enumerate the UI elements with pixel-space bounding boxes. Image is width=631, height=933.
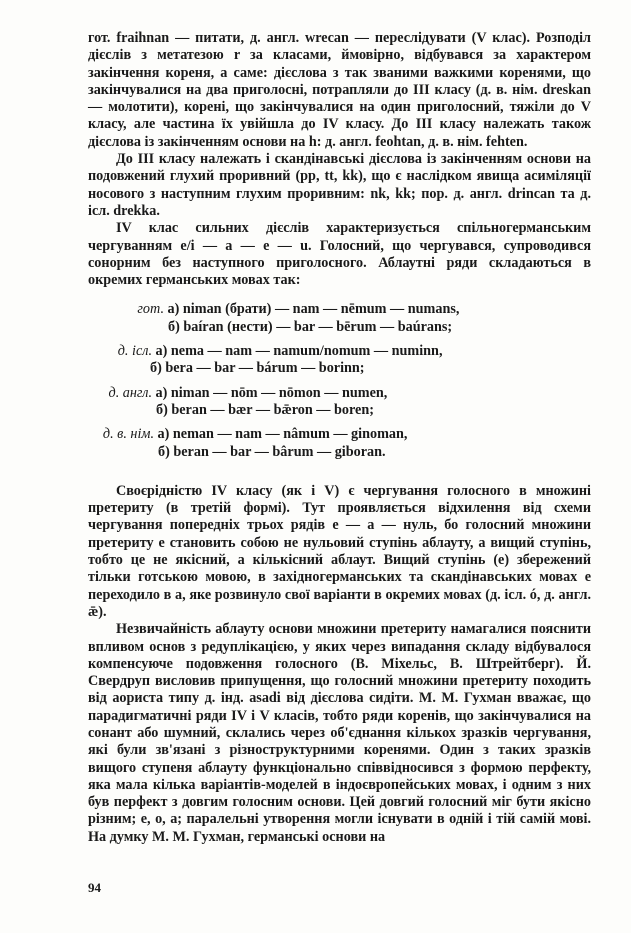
example-line: б) beran — bær — bǣron — boren; (156, 401, 374, 418)
paragraph-2: До III класу належать і скандінавські дієслова із закінченням основи на подовжений глухий проривний (pp, tt, kk), що є наслідком явища асиміляції носового з наступним глухим проривним: nk, kk; пор. д. англ. drincan та д. ісл. drekka. (88, 151, 591, 219)
example-lang: гот. (137, 301, 164, 318)
example-old-high-german (88, 426, 591, 461)
paragraph-3: IV клас сильних дієслів характеризується спільногерманським чергуванням e/i — a — e — u. Голосний, що чергувався, супроводився сонорним без наступного приголосного. Аблаутні ряди складаються в окремих германських мовах так: (88, 220, 591, 289)
example-line: а) niman (брати) — nam — nēmum — numans, (167, 301, 460, 318)
example-lang: д. англ. (108, 384, 152, 401)
page-number: 94 (88, 880, 101, 895)
example-lang: д. в. нім. (102, 426, 154, 443)
example-line: а) niman — nōm — nōmon — numen, (155, 384, 388, 401)
example-old-english (88, 385, 591, 420)
example-lang: д. ісл. (117, 343, 152, 360)
example-gothic (88, 301, 591, 336)
paragraph-1: гот. fraihnan — питати, д. англ. wrecan — переслідувати (V клас). Розподіл дієслів з метатезою r за класами, ймовірно, відбувався за характером закінчення кореня, а саме: дієслова з так званими важкими коренями, що закінчувалися на два приголосні, потрапляли до III класу (д. в. нім. dreskan — молотити), корені, що закінчувалися на один приголосний, тяжіли до V класу, але частина їх увійшла до IV класу. До III класу належать також дієслова із закінченням основи на h: д. англ. feohtan, д. в. нім. fehten. (88, 30, 591, 150)
paragraph-5: Незвичайність аблауту основи множини претериту намагалися пояснити впливом основ з редуплікацією, у яких через випадання складу відбувалося компенсуюче подовження голосного (В. Міхельс, В. Штрейтберг). Й. Свердруп висловив припущення, що голосний множини претериту походить від аориста типу д. інд. asadi від дієслова сидіти. М. М. Гухман вважає, що парадигматичні ряди IV і V класів, тобто ряди коренів, що закінчувалися на сонант або шумний, склались через об'єднання кількох зразків чергування, які були зв'язані з різноструктурними коренями. Один з таких зразків вищого ступеня аблауту функціонально співвідносився з формою перфекту, яка мала кілька варіантів-моделей в індоєвропейських мовах, і одним з них був перфект з довгим голосним основи. Цей довгий голосний міг бути якісно різним; e, o, a; паралельні утворення могли існувати в одній і тій самій мові. На думку М. М. Гухман, германські основи на (88, 621, 591, 845)
example-line: б) beran — bar — bârum — giboran. (158, 443, 386, 460)
ablaut-examples (88, 301, 591, 460)
example-line: б) bera — bar — bárum — borinn; (150, 360, 365, 377)
example-old-icelandic (88, 343, 591, 378)
paragraph-4: Своєрідністю IV класу (як і V) є чергування голосного в множині претериту (в третій формі). Тут проявляється відхилення від схеми чергування попередніх трьох рядів e — a — нуль, бо голосний множини претериту e становить собою не нульовий ступінь аблауту, а вищий ступінь, тобто це не якісний, а кількісний аблаут. Вищий ступінь (e) збережений тільки готською мовою, в західногерманських та скандінавських мовах e переходило в a, яке розвинуло свої варіанти в окремих мовах (д. ісл. ó, д. англ. ǣ). (88, 482, 591, 620)
example-line: а) nema — nam — namum/nomum — numinn, (155, 343, 443, 360)
example-line: а) neman — nam — nâmum — ginoman, (157, 426, 408, 443)
example-line: б) baíran (нести) — bar — bērum — baúrans; (168, 318, 453, 335)
